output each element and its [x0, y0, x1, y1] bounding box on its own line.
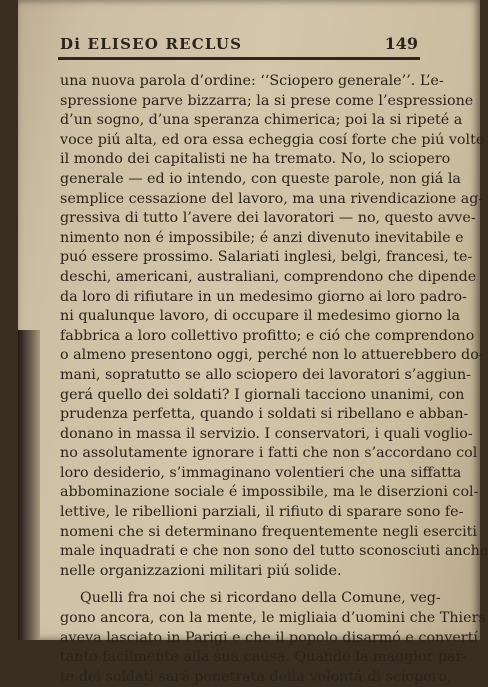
text-line: aveva lasciato in Parigi e che il popolo disarmó e convertí — [60, 629, 478, 646]
text-line: no assolutamente ignorare i fatti che non s’accordano col — [60, 445, 478, 462]
text-line: gerá quello dei soldati? I giornali tacciono unanimi, con — [60, 386, 465, 403]
paragraph-gap — [60, 581, 420, 589]
text-line: male inquadrati e che non sono del tutto sconosciuti anche — [60, 543, 488, 560]
page-header — [60, 34, 418, 56]
body-text — [60, 72, 488, 687]
text-line: nimento non é impossibile; é anzi divenuto inevitabile e — [60, 229, 464, 246]
text-line: da loro di rifiutare in un medesimo giorno ai loro padro- — [60, 288, 467, 305]
text-line: una nuova parola d’ordine: ‘‘Sciopero generale’’. L’e- — [60, 73, 444, 89]
text-line: puó essere prossimo. Salariati inglesi, belgi, francesi, te- — [60, 249, 473, 266]
text-line: fabbrica a loro collettivo profitto; e ció che comprendono — [60, 327, 475, 344]
paragraph-2 — [60, 589, 486, 687]
text-line: generale — ed io intendo, con queste parole, non giá la — [60, 170, 461, 187]
text-line: nelle organizzazioni militari piú solide. — [60, 562, 342, 579]
text-line: gressiva di tutto l’avere dei lavoratori — no, questo avve- — [60, 210, 476, 227]
text-line: te dei soldati sará penetrata della volontá di sciopero, — [60, 668, 452, 685]
text-line: prudenza perfetta, quando i soldati si ribellano e abban- — [60, 406, 469, 423]
text-line: mani, sopratutto se allo sciopero dei lavoratori s’aggiun- — [60, 366, 471, 383]
text-line: lettive, le ribellioni parziali, il rifiuto di sparare sono fe- — [60, 504, 464, 521]
text-line: o almeno presentono oggi, perché non lo attuerebbero do- — [60, 347, 484, 364]
header-rule — [58, 57, 420, 60]
text-line: deschi, americani, australiani, comprendono che dipende — [60, 268, 477, 285]
text-line: abbominazione sociale é impossibile, ma le diserzioni col- — [60, 484, 479, 501]
text-line: d’un sogno, d’una speranza chimerica; poi la si ripeté a — [60, 112, 463, 129]
text-line: nomeni che si determinano frequentemente negli eserciti — [60, 523, 478, 540]
text-line: il mondo dei capitalisti ne ha tremato. No, lo sciopero — [60, 151, 451, 168]
page-binding-shadow — [18, 330, 40, 640]
text-line: ni qualunque lavoro, di occupare il medesimo giorno la — [60, 308, 461, 325]
text-line: semplice cessazione del lavoro, ma una rivendicazione ag- — [60, 190, 484, 207]
text-line: voce piú alta, ed ora essa echeggia cosí forte che piú volte — [60, 131, 485, 148]
text-line: donano in massa il servizio. I conservatori, i quali voglio- — [60, 425, 473, 442]
book-page — [18, 0, 488, 685]
text-line: gono ancora, con la mente, le migliaia d’uomini che Thiers — [60, 610, 486, 627]
page-number: 149 — [384, 34, 418, 53]
text-line: spressione parve bizzarra; la si prese come l’espressione — [60, 92, 474, 109]
running-head: Di ELISEO RECLUS — [60, 35, 243, 53]
text-line: loro desiderio, s’immaginano volentieri che una siffatta — [60, 464, 462, 481]
paragraph-1 — [60, 72, 488, 581]
text-line: Quelli fra noi che si ricordano della Comune, veg- — [80, 590, 441, 607]
text-line: tanto facilmente alla sua causa. Quando la maggior par- — [60, 649, 468, 666]
